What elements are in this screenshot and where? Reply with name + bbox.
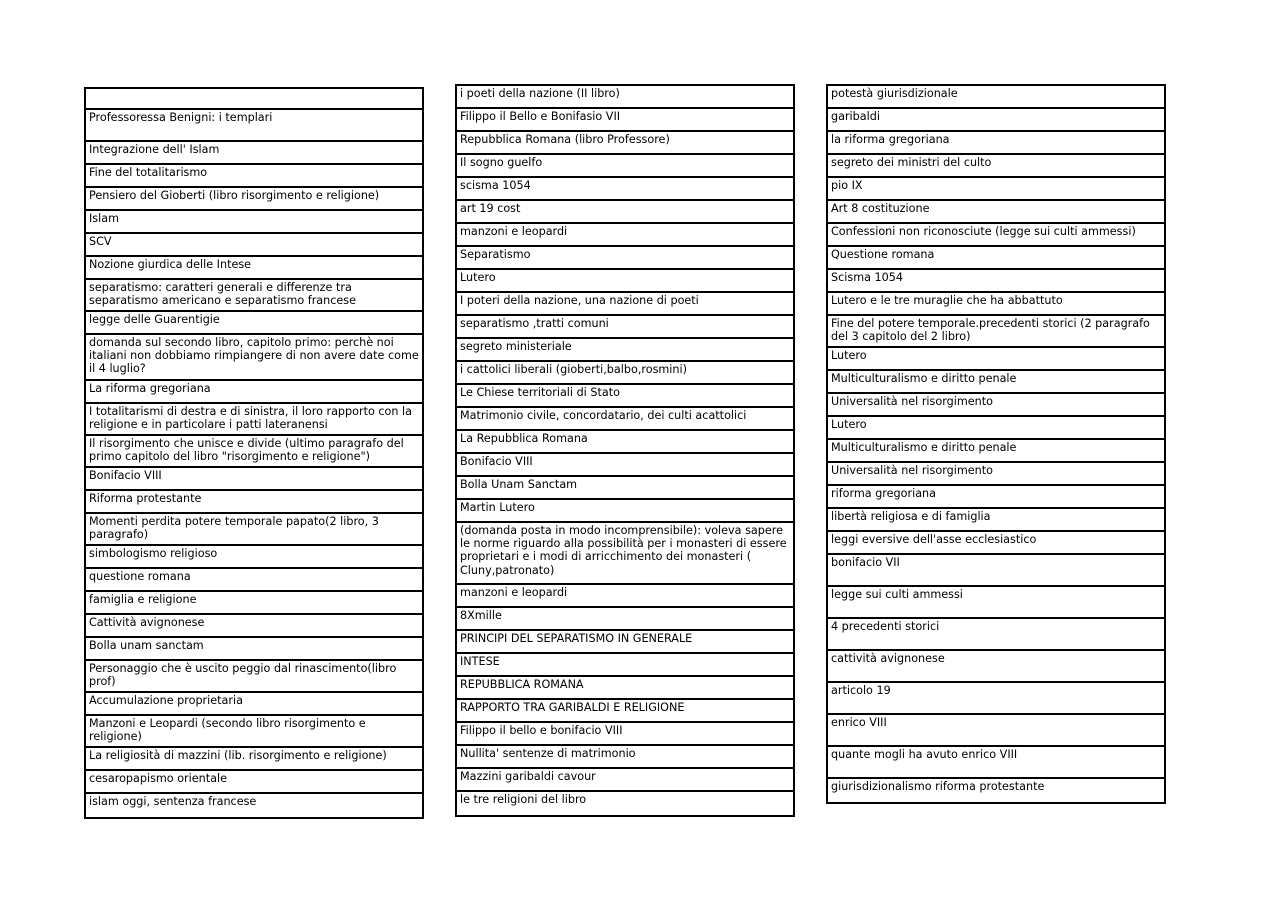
topic-row: giurisdizionalismo riforma protestante xyxy=(831,780,1045,793)
topic-row: manzoni e leopardi xyxy=(457,224,793,247)
topic-row: Il risorgimento che unisce e divide (ultimo paragrafo del primo capitolo del libro "risorgimento e religione") xyxy=(86,436,422,468)
topic-row: Bonifacio VIII xyxy=(86,468,422,491)
topic-row: Scisma 1054 xyxy=(828,270,1164,293)
topic-row: PRINCIPI DEL SEPARATISMO IN GENERALE xyxy=(457,631,793,654)
topic-row: Il sogno guelfo xyxy=(457,155,793,178)
topic-row: Bonifacio VIII xyxy=(457,454,793,477)
topic-row: Universalità nel risorgimento xyxy=(828,463,1164,486)
topic-row: art 19 cost xyxy=(457,201,793,224)
topic-row: Momenti perdita potere temporale papato(2 libro, 3 paragrafo) xyxy=(86,514,422,546)
topic-row: La riforma gregoriana xyxy=(86,381,422,404)
topic-row: cesaropapismo orientale xyxy=(86,771,422,794)
topic-row: scisma 1054 xyxy=(457,178,793,201)
topic-row: Fine del potere temporale.precedenti storici (2 paragrafo del 3 capitolo del 2 libro) xyxy=(828,316,1164,348)
topic-row: REPUBBLICA ROMANA xyxy=(457,677,793,700)
topic-row: la riforma gregoriana xyxy=(828,132,1164,155)
topic-row: Matrimonio civile, concordatario, dei culti acattolici xyxy=(457,408,793,431)
topic-row: Lutero xyxy=(828,417,1164,440)
topic-row: Confessioni non riconosciute (legge sui culti ammessi) xyxy=(828,224,1164,247)
topic-row: separatismo: caratteri generali e differenze tra separatismo americano e separatismo francese xyxy=(86,280,422,312)
topic-row: La religiosità di mazzini (lib. risorgimento e religione) xyxy=(86,748,422,771)
topic-row: separatismo ,tratti comuni xyxy=(457,316,793,339)
topic-row: riforma gregoriana xyxy=(828,486,1164,509)
topic-row: libertà religiosa e di famiglia xyxy=(828,509,1164,532)
topic-row: Nozione giurdica delle Intese xyxy=(86,257,422,280)
topic-row: quante mogli ha avuto enrico VIII xyxy=(828,747,1164,779)
topic-row: Pensiero del Gioberti (libro risorgimento e religione) xyxy=(86,188,422,211)
topic-row: Integrazione dell' Islam xyxy=(86,142,422,165)
topic-row: Lutero xyxy=(828,348,1164,371)
topic-row: islam oggi, sentenza francese xyxy=(89,795,257,808)
topic-row: Martin Lutero xyxy=(457,500,793,523)
topic-row: Art 8 costituzione xyxy=(828,201,1164,224)
topic-row: famiglia e religione xyxy=(86,592,422,615)
topic-row: articolo 19 xyxy=(828,683,1164,715)
topic-row: i cattolici liberali (gioberti,balbo,rosmini) xyxy=(457,362,793,385)
topic-row: RAPPORTO TRA GARIBALDI E RELIGIONE xyxy=(457,700,793,723)
topic-row: SCV xyxy=(86,234,422,257)
topic-row: Separatismo xyxy=(457,247,793,270)
topic-row: Filippo il bello e bonifacio VIII xyxy=(457,723,793,746)
topic-row: Questione romana xyxy=(828,247,1164,270)
topic-row: Manzoni e Leopardi (secondo libro risorgimento e religione) xyxy=(86,716,422,748)
topic-table-left xyxy=(84,87,424,819)
topic-row: Professoressa Benigni: i templari xyxy=(86,110,422,142)
topic-row: I poteri della nazione, una nazione di poeti xyxy=(457,293,793,316)
topic-row: segreto dei ministri del culto xyxy=(828,155,1164,178)
topic-row: garibaldi xyxy=(828,109,1164,132)
topic-row: (domanda posta in modo incomprensibile): voleva sapere le norme riguardo alla possibilità per i monasteri di essere proprietari e i modi di arricchimento dei monasteri ( Cluny,patronato) xyxy=(457,523,793,585)
topic-row: Accumulazione proprietaria xyxy=(86,693,422,716)
topic-row: 4 precedenti storici xyxy=(828,619,1164,651)
topic-row: Multiculturalismo e diritto penale xyxy=(828,440,1164,463)
topic-row: INTESE xyxy=(457,654,793,677)
topic-row: I totalitarismi di destra e di sinistra, il loro rapporto con la religione e in particolare i patti lateranensi xyxy=(86,404,422,436)
topic-row: bonifacio VII xyxy=(828,555,1164,587)
topic-row: Lutero e le tre muraglie che ha abbattuto xyxy=(828,293,1164,316)
topic-row: 8Xmille xyxy=(457,608,793,631)
topic-table-middle xyxy=(455,84,795,817)
topic-row xyxy=(86,89,422,110)
topic-row: Personaggio che è uscito peggio dal rinascimento(libro prof) xyxy=(86,661,422,693)
topic-row: La Repubblica Romana xyxy=(457,431,793,454)
topic-row: Riforma protestante xyxy=(86,491,422,514)
topic-row: Islam xyxy=(86,211,422,234)
topic-row: enrico VIII xyxy=(828,715,1164,747)
topic-row: Multiculturalismo e diritto penale xyxy=(828,371,1164,394)
topic-row: Universalità nel risorgimento xyxy=(828,394,1164,417)
topic-row: Bolla unam sanctam xyxy=(86,638,422,661)
topic-row: potestà giurisdizionale xyxy=(828,86,1164,109)
topic-row: legge sui culti ammessi xyxy=(828,587,1164,619)
topic-row: Repubblica Romana (libro Professore) xyxy=(457,132,793,155)
topic-row: Filippo il Bello e Bonifasio VII xyxy=(457,109,793,132)
topic-row: i poeti della nazione (II libro) xyxy=(457,86,793,109)
topic-row: legge delle Guarentigie xyxy=(86,312,422,335)
topic-row: Cattività avignonese xyxy=(86,615,422,638)
topic-row: manzoni e leopardi xyxy=(457,585,793,608)
topic-row: domanda sul secondo libro, capitolo primo: perchè noi italiani non dobbiamo rimpiangere di non avere date come il 4 luglio? xyxy=(86,335,422,381)
topic-row: segreto ministeriale xyxy=(457,339,793,362)
topic-table-right xyxy=(826,84,1166,804)
topic-row: leggi eversive dell'asse ecclesiastico xyxy=(828,532,1164,555)
topic-row: Nullita' sentenze di matrimonio xyxy=(457,746,793,769)
topic-row: pio IX xyxy=(828,178,1164,201)
topic-row: Le Chiese territoriali di Stato xyxy=(457,385,793,408)
topic-row: Mazzini garibaldi cavour xyxy=(457,769,793,792)
topic-row: Fine del totalitarismo xyxy=(86,165,422,188)
topic-row: le tre religioni del libro xyxy=(460,793,587,806)
topic-row: cattività avignonese xyxy=(828,651,1164,683)
topic-row: simbologismo religioso xyxy=(86,546,422,569)
topic-row: questione romana xyxy=(86,569,422,592)
topic-row: Lutero xyxy=(457,270,793,293)
topic-row: Bolla Unam Sanctam xyxy=(457,477,793,500)
